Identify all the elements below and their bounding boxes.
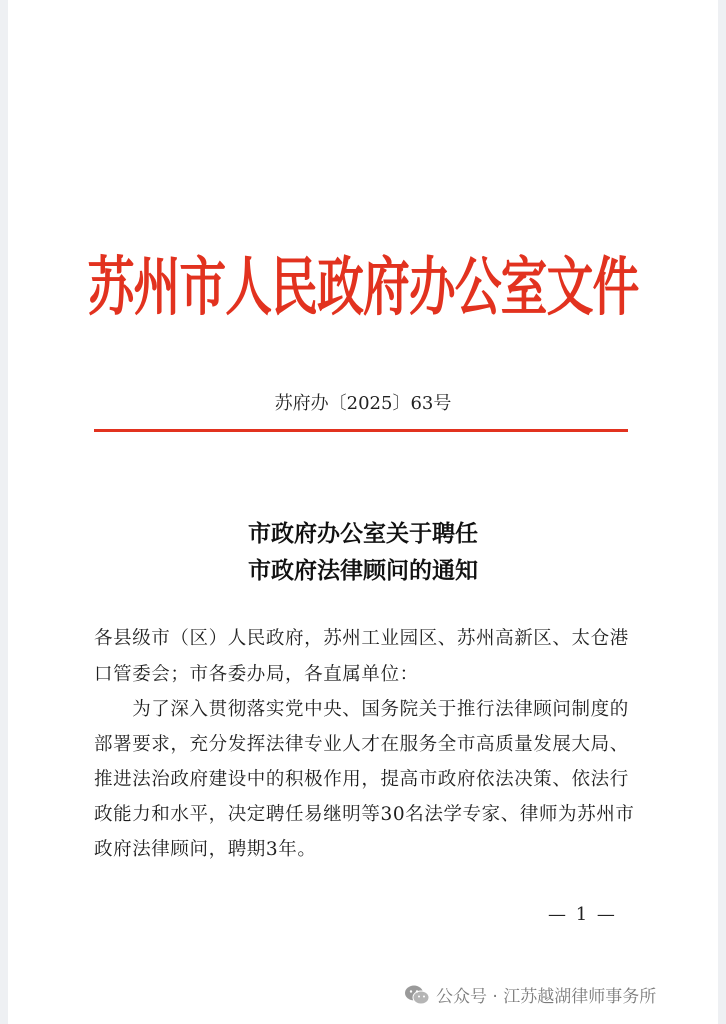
body-line: 政府法律顾问，聘期3年。 bbox=[94, 839, 317, 860]
body-line: 口管委会；市各委办局，各直属单位： bbox=[94, 664, 419, 685]
header-divider bbox=[94, 429, 628, 432]
document-header-title: 苏州市人民政府办公室文件 bbox=[87, 250, 639, 326]
page-number: — 1 — bbox=[548, 904, 617, 925]
document-number: 苏府办〔2025〕63号 bbox=[274, 393, 452, 414]
watermark bbox=[404, 982, 656, 1007]
body-line: 部署要求，充分发挥法律专业人才在服务全市高质量发展大局、 bbox=[94, 734, 629, 755]
document-page bbox=[8, 0, 718, 1024]
body-line: 推进法治政府建设中的积极作用，提高市政府依法决策、依法行 bbox=[94, 769, 629, 790]
notice-title-line-1: 市政府办公室关于聘任 bbox=[248, 520, 478, 547]
watermark-text: 公众号 · 江苏越湖律师事务所 bbox=[436, 987, 657, 1007]
notice-title-line-2: 市政府法律顾问的通知 bbox=[248, 557, 478, 584]
body-line: 各县级市（区）人民政府，苏州工业园区、苏州高新区、太仓港 bbox=[94, 628, 629, 649]
body-line: 为了深入贯彻落实党中央、国务院关于推行法律顾问制度的 bbox=[94, 699, 629, 720]
body-line: 政能力和水平，决定聘任易继明等30名法学专家、律师为苏州市 bbox=[94, 804, 635, 825]
wechat-icon bbox=[404, 984, 430, 1006]
